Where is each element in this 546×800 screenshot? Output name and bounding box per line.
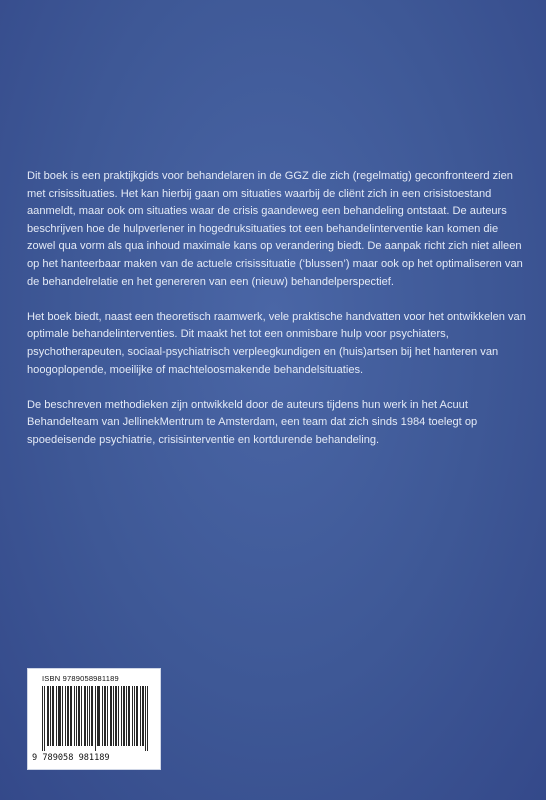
barcode-bars <box>42 686 148 751</box>
blurb-paragraph-3: De beschreven methodieken zijn ontwikkeld door de auteurs tijdens hun werk in het Acuut Behandelteam van JellinekMentrum te Amsterdam, een team dat zich sinds 1984 toelegt op spoedeisende psychiatrie, crisisinterventie en kortdurende behandeling. <box>27 398 478 446</box>
isbn-label: ISBN 9789058981189 <box>42 674 119 683</box>
barcode-digits: 9 789058 981189 <box>32 753 110 763</box>
blurb-paragraph-1: Dit boek is een praktijkgids voor behandelaren in de GGZ die zich (regelmatig) geconfronteerd zien met crisissituaties. Het kan hierbij gaan om situaties waarbij de cliënt zich in een crisistoestand aanmeldt, maar ook om situaties waar de crisis gaandeweg een behandeling ontstaat. De auteurs beschrijven hoe de hulpverlener in hogedruksituaties tot een behandelinterventie kan komen die zowel qua vorm als qua inhoud maximale kans op verandering biedt. De aanpak richt zich niet alleen op het hanteerbaar maken van de actuele crisissituatie (‘blussen’) maar ook op het optimaliseren van de behandelrelatie en het genereren van een (nieuw) behandelperspectief. <box>27 170 523 288</box>
blurb-paragraph-2: Het boek biedt, naast een theoretisch raamwerk, vele praktische handvatten voor het ontwikkelen van optimale behandelinterventies. Dit maakt het tot een onmisbare hulp voor psychiaters, psychotherapeuten, sociaal-psychiatrisch verpleegkundigen en (huis)artsen bij het hanteren van hoogoplopende, moeilijke of machteloosmakende behandelsituaties. <box>27 310 526 376</box>
back-cover-blurb <box>27 168 527 467</box>
isbn-barcode <box>27 668 161 770</box>
